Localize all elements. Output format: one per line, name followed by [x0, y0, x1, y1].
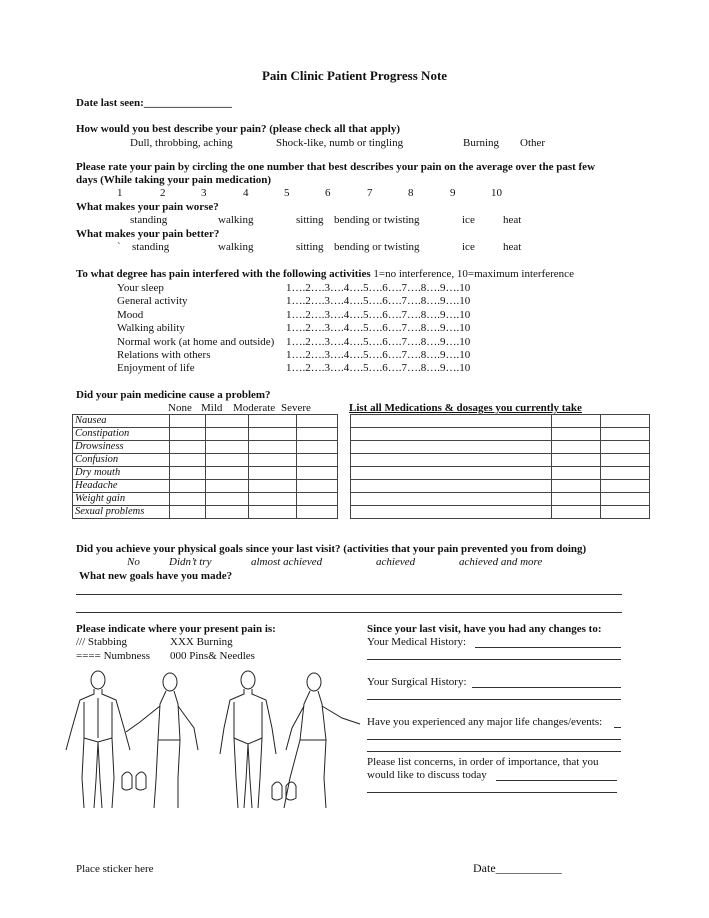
col-none: None: [168, 402, 192, 414]
medication-cell[interactable]: [351, 493, 552, 506]
new-goals-question: What new goals have you made?: [79, 570, 233, 582]
feet-left-icon: [122, 772, 146, 790]
better-heat[interactable]: heat: [503, 241, 522, 253]
rate-number-4[interactable]: 4: [243, 187, 249, 199]
life-changes-line-1[interactable]: [614, 727, 621, 728]
activity-scale[interactable]: 1….2….3….4….5….6….7….8….9….10: [286, 322, 471, 335]
goals-question: Did you achieve your physical goals since your last visit? (activities that your pain prevented you from doing): [76, 543, 587, 555]
concerns-line-1[interactable]: [496, 780, 617, 781]
date-last-seen[interactable]: Date last seen:________________: [76, 97, 232, 109]
col-moderate: Moderate: [233, 402, 276, 414]
severity-cell[interactable]: [249, 415, 297, 428]
goal-achieved[interactable]: achieved: [376, 556, 416, 568]
severity-cell[interactable]: [297, 428, 338, 441]
option-shock[interactable]: Shock-like, numb or tingling: [276, 137, 404, 149]
rate-number-3[interactable]: 3: [201, 187, 207, 199]
problem-label: Dry mouth: [73, 467, 170, 480]
severity-cell[interactable]: [170, 441, 206, 454]
medical-history-line-1[interactable]: [475, 647, 621, 648]
surgical-history-label: Your Surgical History:: [367, 676, 467, 688]
better-sitting[interactable]: sitting: [296, 241, 324, 253]
worse-question: What makes your pain worse?: [76, 201, 219, 213]
severity-cell[interactable]: [206, 480, 249, 493]
worse-bending[interactable]: bending or twisting: [334, 214, 420, 226]
medications-header: List all Medications & dosages you currently take: [349, 402, 582, 414]
severity-cell[interactable]: [170, 428, 206, 441]
severity-cell[interactable]: [297, 441, 338, 454]
severity-cell[interactable]: [170, 480, 206, 493]
medication-cell[interactable]: [552, 480, 601, 493]
legend-burning: XXX Burning: [170, 636, 233, 648]
severity-cell[interactable]: [206, 506, 249, 519]
activity-scale[interactable]: 1….2….3….4….5….6….7….8….9….10: [286, 295, 471, 308]
rate-number-10[interactable]: 10: [491, 187, 502, 199]
medication-cell[interactable]: [601, 454, 650, 467]
medication-cell[interactable]: [601, 506, 650, 519]
worse-walking[interactable]: walking: [218, 214, 254, 226]
activity-label: General activity: [117, 295, 188, 308]
body-figure-front[interactable]: [220, 671, 276, 808]
life-changes-line-3[interactable]: [367, 751, 621, 752]
concerns-line-2[interactable]: [367, 792, 617, 793]
medication-cell[interactable]: [351, 441, 552, 454]
option-burning[interactable]: Burning: [463, 137, 500, 149]
col-mild: Mild: [201, 402, 223, 414]
activity-scale[interactable]: 1….2….3….4….5….6….7….8….9….10: [286, 362, 471, 375]
severity-cell[interactable]: [170, 415, 206, 428]
medication-cell[interactable]: [552, 506, 601, 519]
activity-scale[interactable]: 1….2….3….4….5….6….7….8….9….10: [286, 308, 471, 321]
legend-numbness: ==== Numbness: [76, 650, 151, 662]
severity-cell[interactable]: [297, 506, 338, 519]
better-walking[interactable]: walking: [218, 241, 254, 253]
problem-label: Drowsiness: [73, 441, 170, 454]
medical-history-line-2[interactable]: [367, 659, 621, 660]
activity-label: Normal work (at home and outside): [117, 335, 275, 348]
medication-cell[interactable]: [601, 467, 650, 480]
medication-cell[interactable]: [351, 454, 552, 467]
problem-label: Nausea: [73, 415, 170, 428]
rate-number-6[interactable]: 6: [325, 187, 331, 199]
medication-cell[interactable]: [552, 454, 601, 467]
worse-ice[interactable]: ice: [462, 214, 475, 226]
table-row: [73, 441, 338, 454]
severity-cell[interactable]: [206, 415, 249, 428]
severity-cell[interactable]: [297, 415, 338, 428]
changes-question: Since your last visit, have you had any changes to:: [367, 623, 602, 635]
medication-cell[interactable]: [351, 467, 552, 480]
interference-question: To what degree has pain interfered with the following activities: [76, 268, 371, 280]
table-row: [351, 467, 650, 480]
concerns-label-line2: would like to discuss today: [367, 769, 487, 781]
rate-number-7[interactable]: 7: [367, 187, 373, 199]
medicine-question: Did your pain medicine cause a problem?: [76, 389, 271, 401]
medication-cell[interactable]: [552, 441, 601, 454]
option-other[interactable]: Other: [520, 137, 546, 149]
goals-line-1[interactable]: [76, 594, 622, 595]
severity-cell[interactable]: [249, 493, 297, 506]
feet-right-icon: [272, 782, 296, 800]
option-dull[interactable]: Dull, throbbing, aching: [130, 137, 233, 149]
interference-legend: 1=no interference, 10=maximum interference: [373, 268, 574, 280]
medication-cell[interactable]: [552, 428, 601, 441]
severity-cell[interactable]: [206, 454, 249, 467]
worse-standing[interactable]: standing: [130, 214, 168, 226]
table-row: [73, 454, 338, 467]
table-row: [73, 428, 338, 441]
medication-cell[interactable]: [601, 441, 650, 454]
severity-cell[interactable]: [170, 467, 206, 480]
severity-cell[interactable]: [249, 467, 297, 480]
better-tick: `: [117, 241, 121, 253]
rate-number-8[interactable]: 8: [408, 187, 414, 199]
sticker-label: Place sticker here: [76, 863, 154, 875]
better-standing[interactable]: standing: [132, 241, 170, 253]
rate-question-line1: Please rate your pain by circling the one number that best describes your pain on the average over the past few: [76, 161, 596, 173]
activity-scale[interactable]: 1….2….3….4….5….6….7….8….9….10: [286, 335, 471, 348]
better-question: What makes your pain better?: [76, 228, 220, 240]
medication-cell[interactable]: [552, 415, 601, 428]
interference-question-row: [76, 268, 574, 280]
better-bending[interactable]: bending or twisting: [334, 241, 420, 253]
severity-cell[interactable]: [170, 493, 206, 506]
severity-cell[interactable]: [297, 493, 338, 506]
severity-cell[interactable]: [249, 428, 297, 441]
severity-cell[interactable]: [206, 467, 249, 480]
severity-cell[interactable]: [297, 467, 338, 480]
activity-scale[interactable]: 1….2….3….4….5….6….7….8….9….10: [286, 349, 471, 361]
table-row: [351, 441, 650, 454]
table-row: [73, 415, 338, 428]
rate-number-1[interactable]: 1: [117, 187, 123, 199]
severity-cell[interactable]: [206, 441, 249, 454]
medication-cell[interactable]: [601, 480, 650, 493]
legend-stabbing: /// Stabbing: [76, 636, 128, 648]
table-row: [73, 506, 338, 519]
activity-label: Walking ability: [117, 322, 185, 335]
table-row: [351, 506, 650, 519]
medications-table: [350, 414, 650, 519]
medication-cell[interactable]: [601, 493, 650, 506]
severity-cell[interactable]: [297, 454, 338, 467]
severity-cell[interactable]: [249, 454, 297, 467]
problem-label: Headache: [73, 480, 170, 493]
body-figure-side[interactable]: [126, 673, 198, 808]
severity-cell[interactable]: [297, 480, 338, 493]
medication-cell[interactable]: [601, 415, 650, 428]
goal-didnt-try[interactable]: Didn’t try: [169, 556, 212, 568]
medication-cell[interactable]: [552, 467, 601, 480]
rate-number-5[interactable]: 5: [284, 187, 290, 199]
medication-cell[interactable]: [552, 493, 601, 506]
describe-question: How would you best describe your pain? (please check all that apply): [76, 123, 401, 135]
table-row: [73, 467, 338, 480]
worse-sitting[interactable]: sitting: [296, 214, 324, 226]
goals-line-2[interactable]: [76, 612, 622, 613]
side-effects-table: [72, 414, 338, 519]
table-row: [351, 493, 650, 506]
surgical-history-line-1[interactable]: [472, 687, 621, 688]
worse-heat[interactable]: heat: [503, 214, 522, 226]
body-figure-back[interactable]: [66, 671, 130, 808]
problem-label: Sexual problems: [73, 506, 170, 519]
table-row: [351, 428, 650, 441]
activity-label: Relations with others: [117, 349, 211, 361]
problem-label: Constipation: [73, 428, 170, 441]
severity-cell[interactable]: [206, 428, 249, 441]
severity-cell[interactable]: [170, 506, 206, 519]
medication-cell[interactable]: [351, 428, 552, 441]
body-diagrams[interactable]: [60, 668, 365, 818]
better-ice[interactable]: ice: [462, 241, 475, 253]
goal-no[interactable]: No: [127, 556, 140, 568]
activity-scale[interactable]: 1….2….3….4….5….6….7….8….9….10: [286, 282, 471, 294]
problem-label: Weight gain: [73, 493, 170, 506]
table-row: [351, 415, 650, 428]
goal-achieved-more[interactable]: achieved and more: [459, 556, 543, 568]
surgical-history-line-2[interactable]: [367, 699, 621, 700]
medication-cell[interactable]: [351, 506, 552, 519]
medication-cell[interactable]: [351, 480, 552, 493]
page-title: Pain Clinic Patient Progress Note: [261, 68, 448, 83]
life-changes-label: Have you experienced any major life changes/events:: [367, 716, 603, 728]
activity-label: Your sleep: [117, 282, 164, 294]
severity-cell[interactable]: [170, 454, 206, 467]
goal-almost[interactable]: almost achieved: [251, 556, 323, 568]
table-row: [73, 493, 338, 506]
activity-label: Mood: [117, 308, 144, 321]
medical-history-label: Your Medical History:: [367, 636, 467, 648]
severity-cell[interactable]: [249, 506, 297, 519]
rate-number-9[interactable]: 9: [450, 187, 456, 199]
rate-number-2[interactable]: 2: [160, 187, 166, 199]
concerns-label-line1: Please list concerns, in order of importance, that you: [367, 756, 599, 768]
table-row: [351, 454, 650, 467]
severity-cell[interactable]: [249, 480, 297, 493]
legend-pins: 000 Pins& Needles: [170, 650, 255, 662]
severity-cell[interactable]: [249, 441, 297, 454]
rate-question-line2: days (While taking your pain medication): [76, 174, 272, 186]
col-severe: Severe: [281, 402, 311, 414]
severity-cell[interactable]: [206, 493, 249, 506]
table-row: [73, 480, 338, 493]
footer-date[interactable]: Date___________: [473, 861, 562, 875]
body-figure-profile[interactable]: [284, 673, 360, 808]
table-row: [351, 480, 650, 493]
medication-cell[interactable]: [351, 415, 552, 428]
activity-label: Enjoyment of life: [117, 362, 195, 375]
medication-cell[interactable]: [601, 428, 650, 441]
life-changes-line-2[interactable]: [367, 739, 621, 740]
pain-location-question: Please indicate where your present pain is:: [76, 623, 276, 635]
problem-label: Confusion: [73, 454, 170, 467]
